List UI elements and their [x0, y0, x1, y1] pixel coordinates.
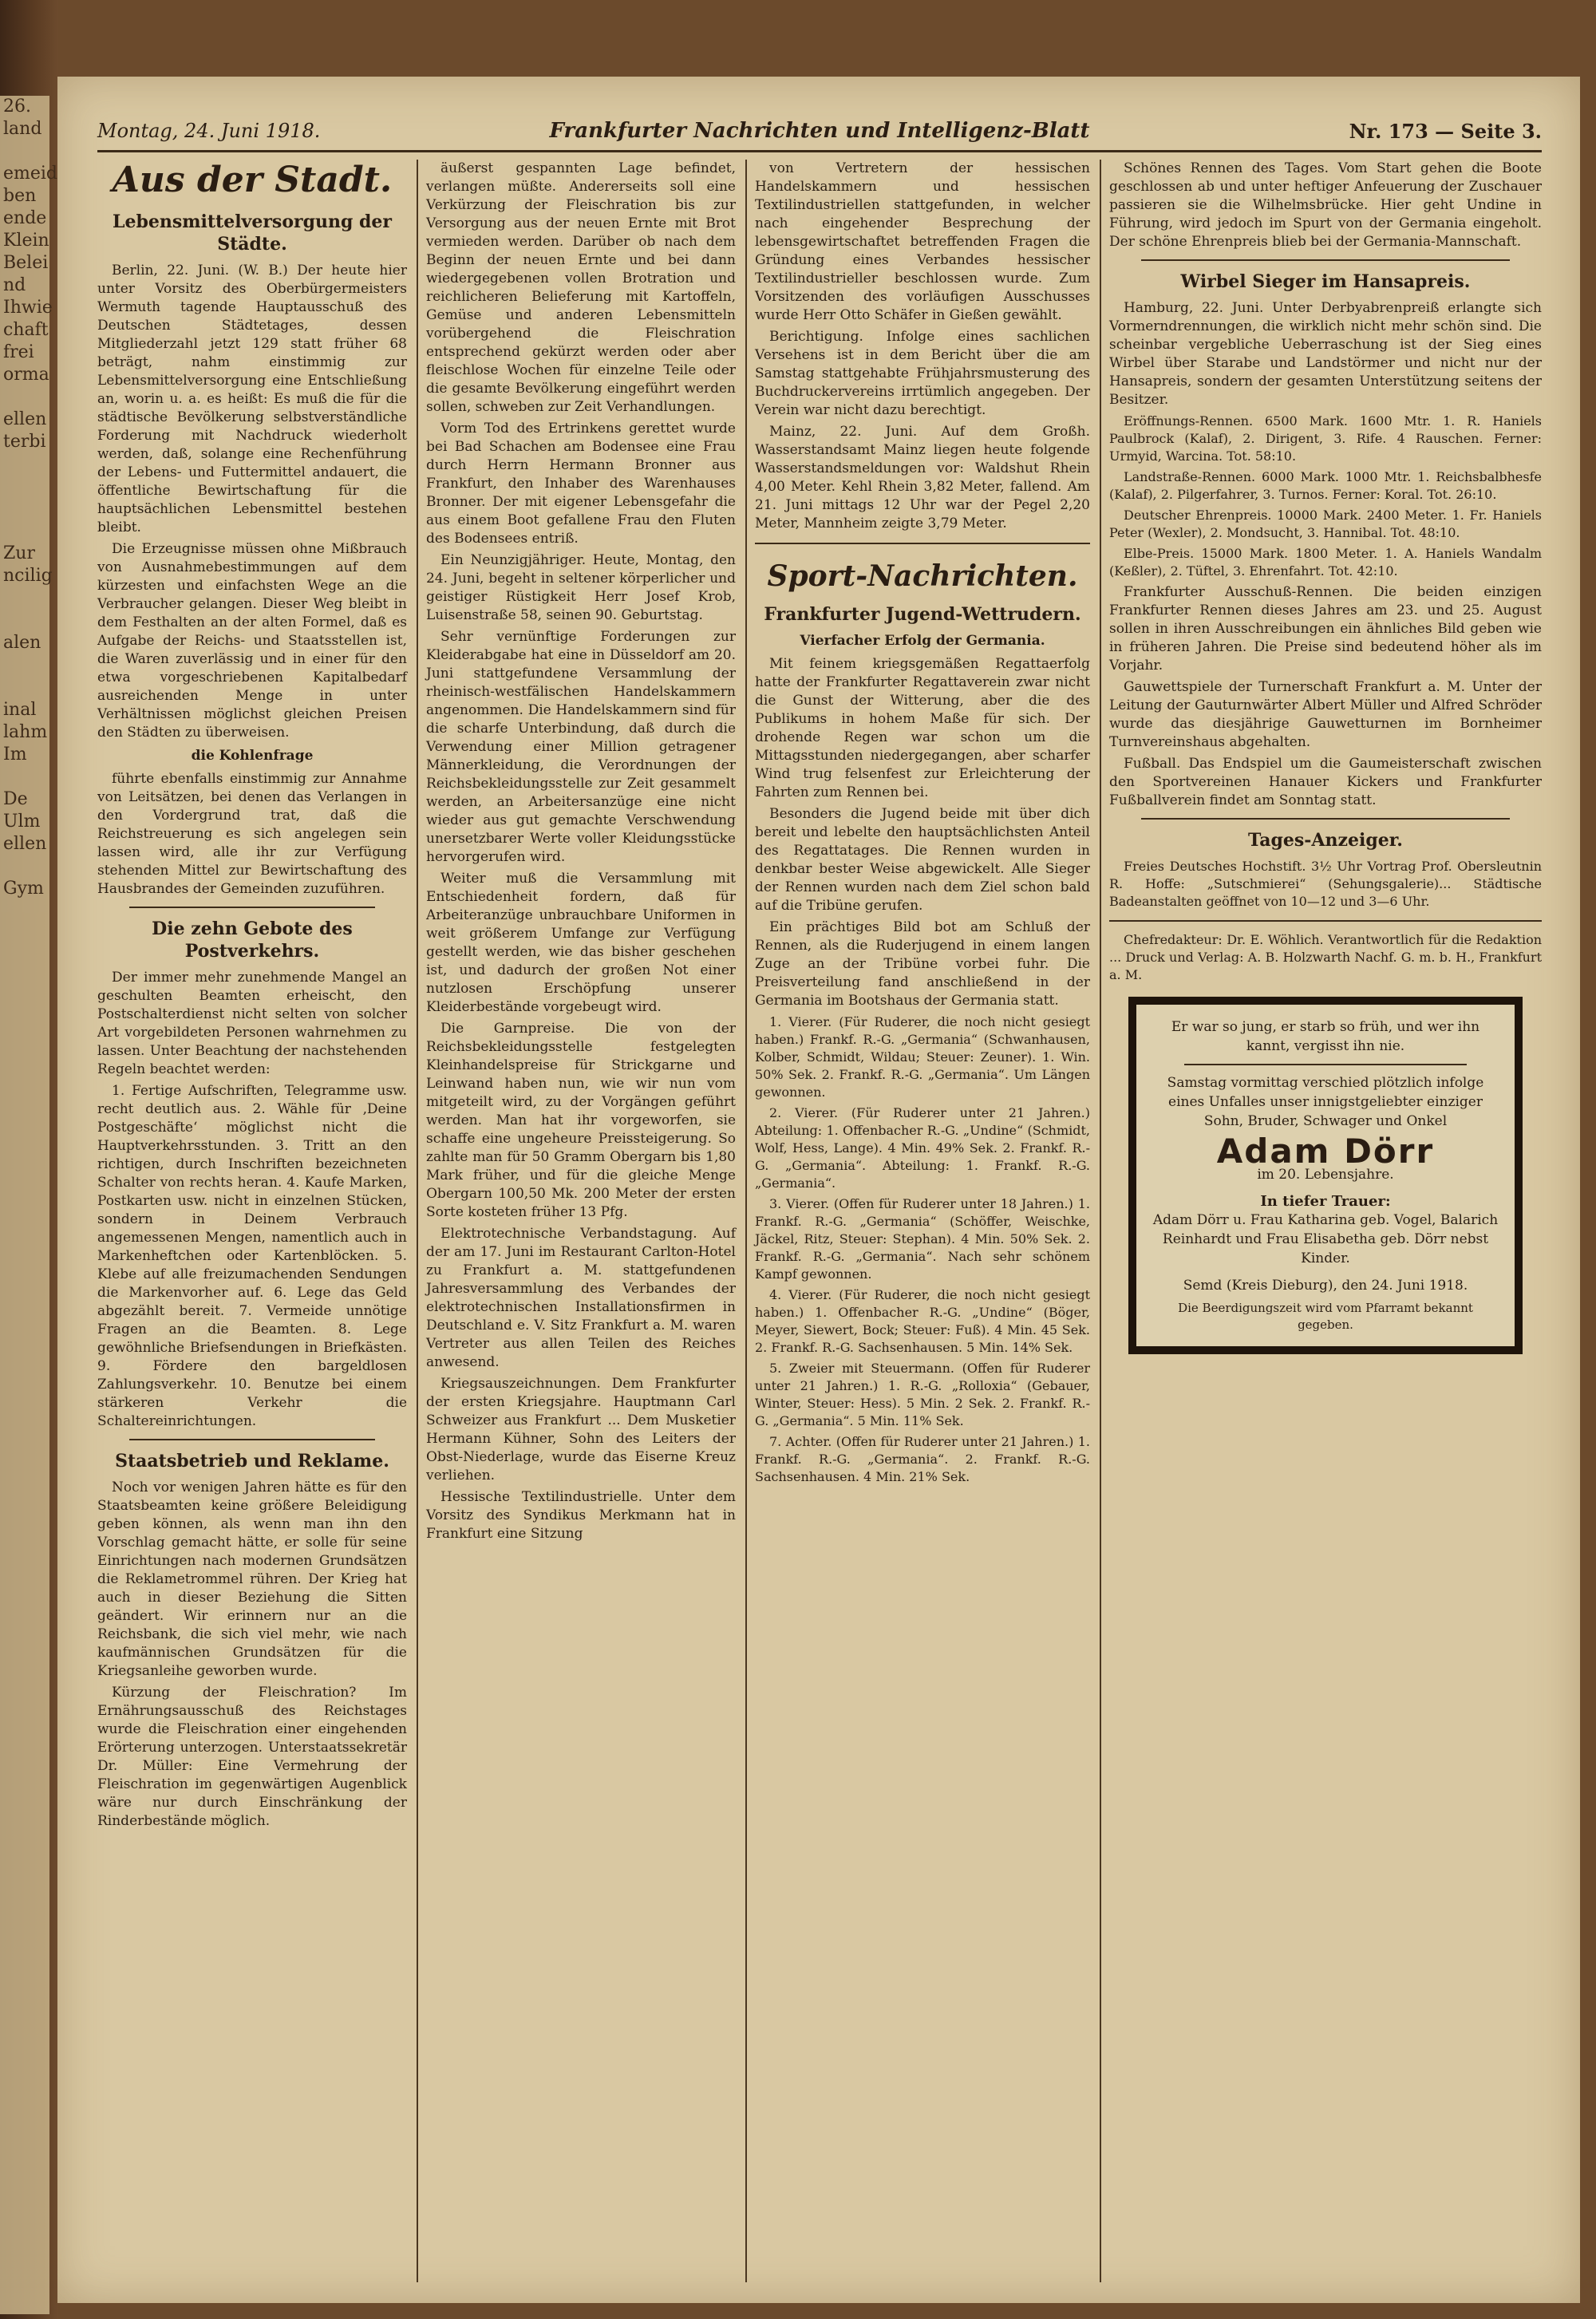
article-heading: Wirbel Sieger im Hansapreis. [1180, 271, 1471, 292]
columns [97, 160, 1542, 2282]
obituary-burial-note: Die Beerdigungszeit wird vom Pfarramt bekannt gegeben. [1178, 1301, 1473, 1332]
page-header [97, 112, 1542, 152]
previous-page-fragment [0, 766, 49, 788]
previous-page-fragment [0, 610, 49, 632]
sport-section-title: Sport-Nachrichten. [767, 559, 1078, 593]
article-paragraph: äußerst gespannten Lage befindet, verlangen müßte. Andererseits soll eine Verkürzung der Fleischration bis zur Versorgung aus der neuen Ernte mit Brot vermieden werden. Darüber ob nach dem Beginn der neuen Ernte und bei dann wiedergegebenen vollen Brotration und reichlicheren Belieferung mit Kartoffeln, Gemüse und anderen Lebensmitteln vorübergehend die Fleischration entsprechend gekürzt werden oder aber fleischlose Wochen für einzelne Teile oder die gesamte Bevölkerung eingeführt werden sollen, schweben zur Zeit Verhandlungen. [426, 160, 736, 415]
previous-page-fragment: Im [3, 745, 27, 764]
previous-page-fragment: land [3, 119, 42, 139]
article-heading: Frankfurter Jugend-Wettrudern. [764, 604, 1081, 625]
article-paragraph: Fußball. Das Endspiel um die Gaumeisterschaft zwischen den Sportvereinen Hanauer Kickers und Frankfurter Fußballverein findet am Sonntag statt. [1109, 756, 1542, 808]
previous-page-fragment: terbi [3, 432, 46, 452]
obituary-notice [1128, 997, 1523, 1354]
header-paper-title: Frankfurter Nachrichten und Intelligenz-Blatt [549, 119, 1090, 143]
obituary-age: im 20. Lebensjahre. [1257, 1167, 1394, 1183]
race-result: Deutscher Ehrenpreis. 10000 Mark. 2400 Meter. 1. Fr. Haniels Peter (Wexler), 2. Mondsucht, 3. Hannibal. Tot. 48:10. [1109, 508, 1542, 540]
previous-page-fragment: ende [3, 208, 47, 228]
divider [129, 907, 375, 908]
article-paragraph: von Vertretern der hessischen Handelskammern und hessischen Textilindustriellen stattgefunden, in welcher nach eingehender Besprechung der lebensgewirtschaftet betreffenden Fragen die Gründung eines Verbandes hessischer Textilindustrieller beschlossen wurde. Zum Vorsitzenden des vorläufigen Ausschusses wurde Herr Otto Schäfer in Gießen gewählt. [755, 160, 1090, 323]
previous-page-fragment: lahm [3, 722, 48, 742]
obituary-family: Adam Dörr u. Frau Katharina geb. Vogel, Balarich Reinhardt und Frau Elisabetha geb. Dörr nebst Kinder. [1152, 1212, 1499, 1266]
previous-page-fragment: Ihwie [3, 298, 53, 318]
divider [1141, 259, 1510, 261]
previous-page-fragment [0, 140, 49, 163]
article-paragraph: Mainz, 22. Juni. Auf dem Großh. Wasserstandsamt Mainz liegen heute folgende Wasserstandsmeldungen vor: Waldshut Rhein 4,00 Meter. Kehl Rhein 3,82 Meter, fallend. Am 21. Juni mittags 12 Uhr war der Pegel 2,20 Meter, Mannheim zeigte 3,79 Meter. [755, 424, 1090, 531]
article-paragraph: Frankfurter Ausschuß-Rennen. Die beiden einzigen Frankfurter Rennen dieses Jahres am 23. und 25. August sollen in ihren Ausschreibungen ein ähnliches Bild geben wie in früheren Jahren. Die Preise sind bedeutend höher als im Vorjahr. [1109, 584, 1542, 674]
race-result: 7. Achter. (Offen für Ruderer unter 21 Jahren.) 1. Frankf. R.-G. „Germania“. 2. Frankf. R.-G. Sachsenhausen. 4 Min. 21% Sek. [755, 1434, 1090, 1484]
previous-page-fragment: ellen [3, 834, 47, 854]
previous-page-fragment: Ulm [3, 812, 41, 832]
article-paragraph: Die Erzeugnisse müssen ohne Mißbrauch von Ausnahmebestimmungen auf dem kürzesten und einfachsten Wege an die Verbraucher gelangen. Dieser Weg bleibt in dem Festhalten an der alten Formel, daß es Aufgabe der Reichs- und Staatsstellen ist, die Waren zuverlässig und in einer für den etwa vorgeschriebenen Kapitalbedarf ausreichenden Menge in unter Verhältnissen möglichst gleichen Preisen den Städten zu überweisen. [97, 541, 407, 741]
obituary-motto: Er war so jung, er starb so früh, und wer ihn kannt, vergisst ihn nie. [1171, 1019, 1480, 1054]
article-paragraph: Ein Neunzigjähriger. Heute, Montag, den 24. Juni, begeht in seltener körperlicher und geistiger Rüstigkeit Herr Josef Krob, Luisenstraße 58, seinen 90. Geburtstag. [426, 552, 736, 623]
previous-page-fragment: 26. [3, 97, 31, 117]
previous-page-fragment: inal [3, 700, 37, 720]
race-result: 3. Vierer. (Offen für Ruderer unter 18 Jahren.) 1. Frankf. R.-G. „Germania“ (Schöffer, Weischke, Jäckel, Ritz, Steuer: Stephan). 4 Min. 50% Sek. 2. Frankf. R.-G. „Germania“. Nach sehr schönem Kampf gewonnen. [755, 1196, 1090, 1282]
column-4 [1109, 160, 1542, 2282]
previous-page-fragment: Gym [3, 879, 44, 899]
previous-page-fragment: alen [3, 633, 41, 653]
column-rule [1100, 160, 1101, 2282]
divider [129, 1439, 375, 1440]
article-paragraph: Der immer mehr zunehmende Mangel an geschulten Beamten erheischt, den Postschalterdienst nicht selten von solcher Art vorgebildeten Personen wahrnehmen zu lassen. Unter Beachtung der nachstehenden Regeln beachtet werden: [97, 970, 407, 1077]
article-paragraph: Sehr vernünftige Forderungen zur Kleiderabgabe hat eine in Düsseldorf am 20. Juni stattgefundene Versammlung der rheinisch-westfälischen Handelskammern angenommen. Die Handelskammern sind für die scharfe Unterbindung, daß durch die Verwendung einer Million getragener Männerkleidung, die Verordnungen der Reichsbekleidungsstelle zur Zeit gesammelt werden, an Arbeitersanzüge eine nicht wieder aus gut gemachte Verschwendung unersetzbarer Werte voller Kleidungsstücke hervorgerufen wird. [426, 629, 736, 865]
divider [755, 543, 1090, 544]
race-result: Elbe-Preis. 15000 Mark. 1800 Meter. 1. A. Haniels Wandalm (Keßler), 2. Tüftel, 3. Ehrenfahrt. Tot. 42:10. [1109, 546, 1542, 579]
previous-page-fragment [0, 453, 49, 476]
previous-page-fragment: chaft [3, 320, 49, 340]
column-rule [745, 160, 747, 2282]
previous-page-fragment: emeid [3, 164, 58, 184]
obituary-mourning-heading: In tiefer Trauer: [1260, 1193, 1391, 1210]
listings-paragraph: Freies Deutsches Hochstift. 3½ Uhr Vortrag Prof. Obersleutnin R. Hoffe: „Sutschmierei“ (Sehungsgalerie)... Städtische Badeanstalten geöffnet von 10—12 und 3—6 Uhr. [1109, 859, 1542, 909]
article-heading: Staatsbetrieb und Reklame. [115, 1451, 389, 1472]
article-paragraph: Weiter muß die Versammlung mit Entschiedenheit fordern, daß für Arbeiteranzüge unbrauchbare Uniformen in weit größerem Umfange zur Verfügung gestellt werden, wie das bisher geschehen ist, und dadurch der großen Not einer nutzlosen Erschöpfung unserer Kleiderbestände vorgebeugt wird. [426, 871, 736, 1015]
article-paragraph: führte ebenfalls einstimmig zur Annahme von Leitsätzen, bei denen das Verlangen in den Vordergrund trat, daß die Reichstreuerung es sich angelegen sein lassen wird, alle ihr zur Verfügung stehenden Mittel zur Bewirtschaftung des Hausbrandes der Gemeinden zuzuführen. [97, 771, 407, 897]
race-result: Landstraße-Rennen. 6000 Mark. 1000 Mtr. 1. Reichsbalbhesfe (Kalaf), 2. Pilgerfahrer, 3. Turnos. Ferner: Koral. Tot. 26:10. [1109, 469, 1542, 502]
race-result: Eröffnungs-Rennen. 6500 Mark. 1600 Mtr. 1. R. Haniels Paulbrock (Kalaf), 2. Dirigent, 3. Rife. 4 Rauschen. Ferner: Urmyid, Warcina. Tot. 58:10. [1109, 413, 1542, 464]
section-title: Aus der Stadt. [112, 160, 393, 200]
article-heading: Lebensmittelversorgung der Städte. [113, 211, 392, 255]
previous-page-fragment: Zur [3, 543, 35, 563]
previous-page-fragment: De [3, 789, 28, 809]
article-heading: Die zehn Gebote des Postverkehrs. [152, 919, 353, 962]
race-result: 5. Zweier mit Steuermann. (Offen für Ruderer unter 21 Jahren.) 1. R.-G. „Rolloxia“ (Gebauer, Winter, Steuer: Hess). 5 Min. 2 Sek. 2. Frankf. R.-G. „Germania“. 5 Min. 11% Sek. [755, 1361, 1090, 1428]
previous-page-fragment [0, 855, 49, 878]
column-rule [417, 160, 418, 2282]
article-paragraph: 1. Fertige Aufschriften, Telegramme usw. recht deutlich aus. 2. Wähle für ‚Deine Postgeschäfte‘ möglichst nicht die Hauptverkehrsstunden. 3. Tritt an den richtigen, durch Inschriften bezeichneten Schalter von rechts heran. 4. Kaufe Marken, Postkarten usw. nicht in einzelnen Stücken, sondern in Deinem Verbrauch angemessenen Mengen, namentlich auch in Markenheftchen oder Kartenblöcken. 5. Klebe auf alle freizumachenden Sendungen die Markenvorher auf. 6. Lege das Geld abgezählt bereit. 7. Vermeide unnötige Fragen an die Beamten. 8. Lege gewöhnliche Briefsendungen in Briefkästen. 9. Fördere den bargeldlosen Zahlungsverkehr. 10. Benutze bei einem stärkeren Verkehr die Schaltereinrichtungen. [97, 1083, 407, 1429]
obituary-text: Samstag vormittag verschied plötzlich infolge eines Unfalles unser innigstgeliebter einziger Sohn, Bruder, Schwager und Onkel [1167, 1075, 1484, 1129]
previous-page-fragment [0, 498, 49, 520]
race-result: 4. Vierer. (Für Ruderer, die noch nicht gesiegt haben.) 1. Offenbacher R.-G. „Undine“ (Böger, Meyer, Siewert, Bock; Steuer: Fuß). 4 Min. 45 Sek. 2. Frankf. R.-G. Sachsenhausen. 5 Min. 14% Sek. [755, 1287, 1090, 1355]
article-heading: Tages-Anzeiger. [1248, 830, 1403, 851]
previous-page-fragment: ellen [3, 409, 47, 429]
divider [1141, 818, 1510, 820]
article-paragraph: Hessische Textilindustrielle. Unter dem Vorsitz des Syndikus Merkmann hat in Frankfurt eine Sitzung [426, 1489, 736, 1542]
newspaper-page [57, 77, 1580, 2303]
article-paragraph: Kriegsauszeichnungen. Dem Frankfurter der ersten Kriegsjahre. Hauptmann Carl Schweizer aus Frankfurt ... Dem Musketier Hermann Kühner, Sohn des Leiters der Obst-Niederlage, wurde das Eiserne Kreuz verliehen. [426, 1376, 736, 1483]
column-2 [426, 160, 736, 2282]
previous-page-fragment: Belei [3, 253, 49, 273]
imprint: Chefredakteur: Dr. E. Wöhlich. Verantwortlich für die Redaktion ... Druck und Verlag: A. B. Holzwarth Nachf. G. m. b. H., Frankfurt a. M. [1109, 932, 1542, 982]
column-3 [755, 160, 1090, 2282]
article-paragraph: Schönes Rennen des Tages. Vom Start gehen die Boote geschlossen ab und unter heftiger Anfeuerung der Zuschauer passieren sie die Wilhelmsbrücke. Hier geht Undine in Führung, wird jedoch im Spurt von der Germania eingeholt. Der schöne Ehrenpreis blieb bei der Germania-Mannschaft. [1109, 160, 1542, 250]
previous-page-fragment [0, 520, 49, 543]
article-paragraph: Die Garnpreise. Die von der Reichsbekleidungsstelle festgelegten Kleinhandelspreise für Strickgarne und Leinwand haben nun, wie wir nun vom mitgeteilt wird, zu der Vorgängen geführt werden. Man hat ihr vorgeworfen, sie schaffe eine ungeheure Preissteigerung. So zahlte man für 50 Gramm Obergarn bis 1,80 Mark früher, und für die gleiche Menge Obergarn 100,50 Mk. 200 Meter der ersten Sorte kosteten früher 13 Pfg. [426, 1021, 736, 1220]
previous-page-strip [0, 96, 58, 2314]
header-page-number: Nr. 173 — Seite 3. [1349, 119, 1542, 143]
previous-page-fragment: frei [3, 342, 34, 362]
header-date: Montag, 24. Juni 1918. [97, 120, 321, 142]
previous-page-fragment: orma [3, 365, 49, 385]
previous-page-fragment [0, 476, 49, 498]
article-paragraph: Ein prächtiges Bild bot am Schluß der Rennen, als die Ruderjugend in einem langen Zuge an der Tribüne vorbei fuhr. Die Preisverteilung fand anschließend in der Germania im Bootshaus der Germania statt. [755, 919, 1090, 1009]
previous-page-fragment: nd [3, 275, 26, 295]
article-paragraph: Mit feinem kriegsgemäßen Regattaerfolg hatte der Frankfurter Regattaverein zwar nicht die Gunst der Witterung, aber die des Publikums in hohem Maße für sich. Der drohende Regen war schon um die Mittagsstunden niedergegangen, aber scharfer Wind trug felsenfest zur Erleichterung der Fahrten zum Rennen bei. [755, 656, 1090, 800]
article-paragraph: Elektrotechnische Verbandstagung. Auf der am 17. Juni im Restaurant Carlton-Hotel zu Frankfurt a. M. stattgefundenen Jahresversammlung des Verbandes der elektrotechnischen Installationsfirmen in Deutschland e. V. Sitz Frankfurt a. M. waren Vertreter aus allen Teilen des Reiches anwesend. [426, 1226, 736, 1370]
column-1 [97, 160, 407, 2282]
article-subheading: Vierfacher Erfolg der Germania. [800, 633, 1045, 649]
previous-page-fragment [0, 386, 49, 409]
divider [1109, 920, 1542, 922]
race-result: 2. Vierer. (Für Ruderer unter 21 Jahren.) Abteilung: 1. Offenbacher R.-G. „Undine“ (Schmidt, Wolf, Hess, Lange). 4 Min. 49% Sek. 2. Frankf. R.-G. „Germania“. Abteilung: 1. Frankf. R.-G. „Germania“. [755, 1105, 1090, 1191]
race-result: 1. Vierer. (Für Ruderer, die noch nicht gesiegt haben.) Frankf. R.-G. „Germania“ (Schwanhausen, Kolber, Schmidt, Wildau; Steuer: Zeuner). 1. Win. 50% Sek. 2. Frankf. R.-G. „Germania“. Um Längen gewonnen. [755, 1014, 1090, 1100]
previous-page-fragment [0, 587, 49, 610]
divider [1184, 1064, 1467, 1065]
article-paragraph: Besonders die Jugend beide mit über dich bereit und lebelte den hauptsächlichsten Anteil des Regattatages. Die Rennen wurden in denkbar bester Weise abgewickelt. Alle Sieger der Rennen wurden nach dem Ziel schon bald auf die Tribüne gerufen. [755, 806, 1090, 914]
article-paragraph: Vorm Tod des Ertrinkens gerettet wurde bei Bad Schachen am Bodensee eine Frau durch Herrn Hermann Bronner aus Frankfurt, den Inhaber des Warenhauses Bronner. Der mit eigener Lebensgefahr die aus einem Boot gefallene Frau den Fluten des Bodensees entriß. [426, 421, 736, 547]
article-paragraph: Hamburg, 22. Juni. Unter Derbyabrenpreiß erlangte sich Vormerndrennungen, die wirklich nicht mehr schön sind. Die scheinbar vergebliche Ueberraschung ist der Sieg eines Wirbel über Starabe und Landstörmer und nicht nur der Hansapreis, sondern der gesamten Unterstützung seitens der Besitzer. [1109, 300, 1542, 408]
previous-page-fragment: ncilig [3, 566, 53, 586]
obituary-name: Adam Dörr [1216, 1132, 1435, 1171]
previous-page-fragment [0, 654, 49, 677]
article-paragraph: Noch vor wenigen Jahren hätte es für den Staatsbeamten keine größere Beleidigung geben können, als wenn man ihn den Vorschlag gemacht hätte, er solle für seine Einrichtungen nach modernen Grundsätzen die Reklametrommel rühren. Der Krieg hat auch in dieser Beziehung die Sitten geändert. Wir erinnern nur an die Reichsbank, die sich viel mehr, wie nach kaufmännischen Grundsätzen für die Kriegsanleihe geworben wurde. [97, 1479, 407, 1679]
article-paragraph: Berlin, 22. Juni. (W. B.) Der heute hier unter Vorsitz des Oberbürgermeisters Wermuth tagende Hauptausschuß des Deutschen Städtetages, dessen Mitgliederzahl jetzt 129 statt früher 68 beträgt, nahm einstimmig zur Lebensmittelversorgung eine Entschließung an, worin u. a. es heißt: Es muß die für die städtische Bevölkerung selbstverständliche Forderung mit Nachdruck wiederholt werden, daß, solange eine Rechenführung der Lebens- und Futtermittel andauert, die öffentliche Bewirtschaftung für die hauptsächlichen Lebensmittel bestehen bleibt. [97, 263, 407, 535]
previous-page-fragment: Klein [3, 231, 49, 251]
article-paragraph: Kürzung der Fleischration? Im Ernährungsausschuß des Reichstages wurde die Fleischration einer eingehenden Erörterung unterzogen. Unterstaatssekretär Dr. Müller: Eine Vermehrung der Fleischration im gegenwärtigen Augenblick wäre nur durch Einschränkung der Rinderbestände möglich. [97, 1685, 407, 1829]
previous-page-fragment [0, 677, 49, 699]
previous-page-fragment: ben [3, 186, 37, 206]
obituary-place-date: Semd (Kreis Dieburg), den 24. Juni 1918. [1183, 1278, 1468, 1294]
article-subheading: die Kohlenfrage [191, 748, 314, 764]
article-paragraph: Gauwettspiele der Turnerschaft Frankfurt a. M. Unter der Leitung der Gauturnwärter Albert Müller und Alfred Schröder wurde das diesjährige Gauwetturnen im Bornheimer Turnvereinshaus abgehalten. [1109, 679, 1542, 750]
article-paragraph: Berichtigung. Infolge eines sachlichen Versehens ist in dem Bericht über die am Samstag stattgehabte Frühjahrsmusterung des Buchdruckervereins irrtümlich angegeben. Der Verein war nicht dazu berechtigt. [755, 329, 1090, 418]
